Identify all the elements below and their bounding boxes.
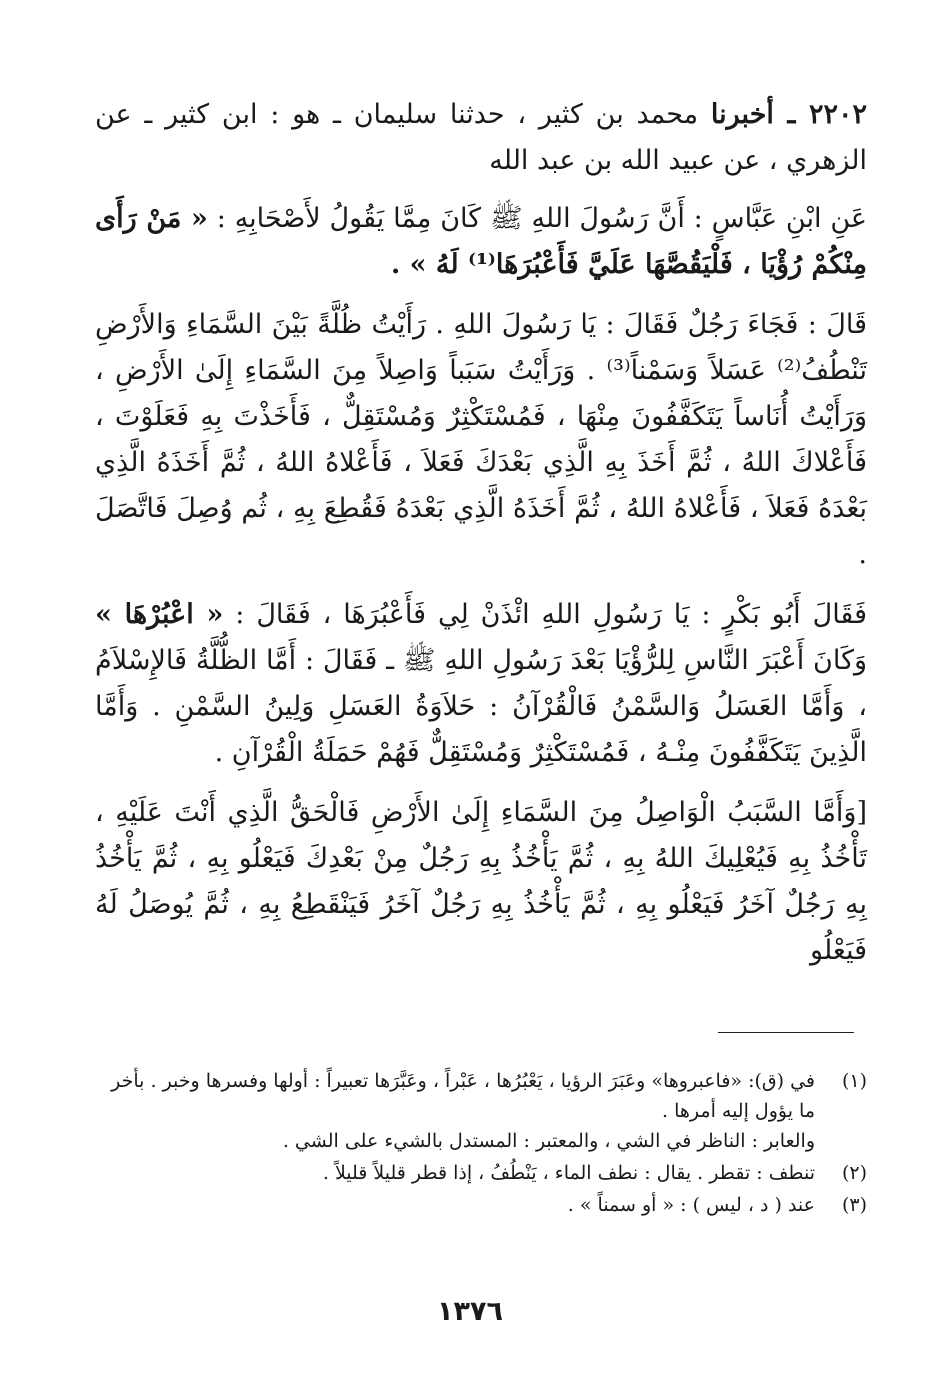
- paragraph-3-before: فَقَالَ أَبُو بَكْرٍ : يَا رَسُولِ اللهِ ائْذَنْ لِي فَأَعْبُرَهَا ، فَقَالَ :: [235, 599, 867, 630]
- footnote-divider: [718, 1032, 854, 1033]
- footnote-number: (٣): [841, 1194, 867, 1216]
- footnote-2: [95, 1158, 867, 1188]
- hadith-paragraph-1: [95, 196, 867, 288]
- hadith-paragraph-4: [وَأَمَّا السَّبَبُ الْوَاصِلُ مِنَ السَّمَاءِ إِلَىٰ الأَرْضِ فَالْحَقُّ الَّذِي أَنْتَ عَلَيْهِ ، تَأْخُذُ بِهِ فَيُعْلِيكَ اللهُ بِهِ ، ثُمَّ يَأْخُذُ بِهِ رَجُلٌ مِنْ بَعْدِكَ فَيَعْلُو بِهِ ، ثُمَّ يَأْخُذُ بِهِ رَجُلٌ آخَرُ فَيَعْلُو بِهِ ، ثُمَّ يَأْخُذُ بِهِ رَجُلٌ آخَرُ فَيَنْقَطِعُ بِهِ ، ثُمَّ يُوصَلُ لَهُ فَيَعْلُو: [95, 797, 867, 966]
- footnote-number: (٢): [841, 1162, 867, 1184]
- hadith-paragraph-2: قَالَ : فَجَاءَ رَجُلٌ فَقَالَ : يَا رَسُولَ اللهِ . رَأَيْتُ ظُلَّةً بَيْنَ السَّمَاءِ وَالأَرْضِ تَنْطُفُ⁽²⁾ عَسَلاً وَسَمْناً⁽³⁾ . وَرَأَيْتُ سَبَباً وَاصِلاً مِنَ السَّمَاءِ إِلَىٰ الأَرْضِ ، وَرَأَيْتُ أُنَاساً يَتَكَفَّفُونَ مِنْهَا ، فَمُسْتَكْثِرٌ وَمُسْتَقِلٌّ ، فَأَخَذْتَ بِهِ فَعَلَوْتَ ، فَأَعْلاكَ اللهُ ، ثُمَّ أَخَذَ بِهِ الَّذِي بَعْدَكَ فَعَلاَ ، فَأَعْلاهُ اللهُ ، ثُمَّ أَخَذَهُ الَّذِي بَعْدَهُ فَعَلاَ ، فَأَعْلاهُ اللهُ ، ثُمَّ أَخَذَهُ الَّذِي بَعْدَهُ فَقُطِعَ بِهِ ، ثُم وُصِلَ فَاتَّصَلَ .: [95, 309, 867, 570]
- footnote-text: تنطف : تقطر . يقال : نطف الماء ، يَنْطُفُ ، إذا قطر قليلاً قليلاً .: [322, 1162, 815, 1184]
- paragraph-3-after: وَكَانَ أَعْبَرَ النَّاسِ لِلرُّؤْيَا بَعْدَ رَسُولِ اللهِ ﷺ ـ فَقَالَ : أَمَّا الظُّلَّةُ فَالإِسْلاَمُ ، وَأَمَّا العَسَلُ وَالسَّمْنُ فَالْقُرْآنُ : حَلاَوَةُ العَسَلِ وَلِينُ السَّمْنِ . وَأَمَّا الَّذِينَ يَتَكَفَّفُونَ مِنْـهُ ، فَمُسْتَكْثِرٌ وَمُسْتَقِلٌّ فَهُمْ حَمَلَةُ الْقُرْآنِ .: [95, 645, 867, 768]
- hadith-isnad: [95, 92, 867, 184]
- paragraph-1-intro: عَنِ ابْنِ عَبَّاسٍ : أَنَّ رَسُولَ اللهِ ﷺ كَانَ مِمَّا يَقُولُ لأَصْحَابِهِ :: [216, 203, 867, 234]
- main-text: [95, 92, 867, 988]
- footnote-text: عند ( د ، ليس ) : « أو سمناً » .: [567, 1194, 815, 1216]
- footnote-3: [95, 1190, 867, 1220]
- hadith-number: ٢٢٠٢ ـ أخبرنا: [710, 99, 867, 130]
- prophet-reply: « اعْبُرْهَا »: [95, 599, 224, 630]
- footnote-text: في (ق): «فاعبروها» وعَبَرَ الرؤيا ، يَعْبُرُها ، عَبْراً ، وعَبَّرَها تعبيراً : أولها وفسرها وخبر . بأخر ما يؤول إليه أمرها .: [111, 1070, 815, 1122]
- footnote-text: والعابر : الناظر في الشي ، والمعتبر : المستدل بالشيء على الشي .: [282, 1130, 815, 1152]
- footnote-number: (١): [841, 1070, 867, 1092]
- footnote-1: [95, 1066, 867, 1156]
- prophet-quote: « مَنْ رَأَى مِنْكُمْ رُؤْيَا ، فَلْيَقُصَّهَا عَلَيَّ فَأَعْبُرَهَا⁽¹⁾ لَهُ » .: [95, 203, 867, 280]
- page-number: ١٣٧٦: [437, 1296, 503, 1327]
- isnad-text: محمد بن كثير ، حدثنا سليمان ـ هو : ابن كثير ـ عن الزهري ، عن عبيد الله بن عبد الله: [95, 99, 867, 176]
- hadith-paragraph-3: [95, 592, 867, 776]
- footnotes: [95, 1066, 867, 1222]
